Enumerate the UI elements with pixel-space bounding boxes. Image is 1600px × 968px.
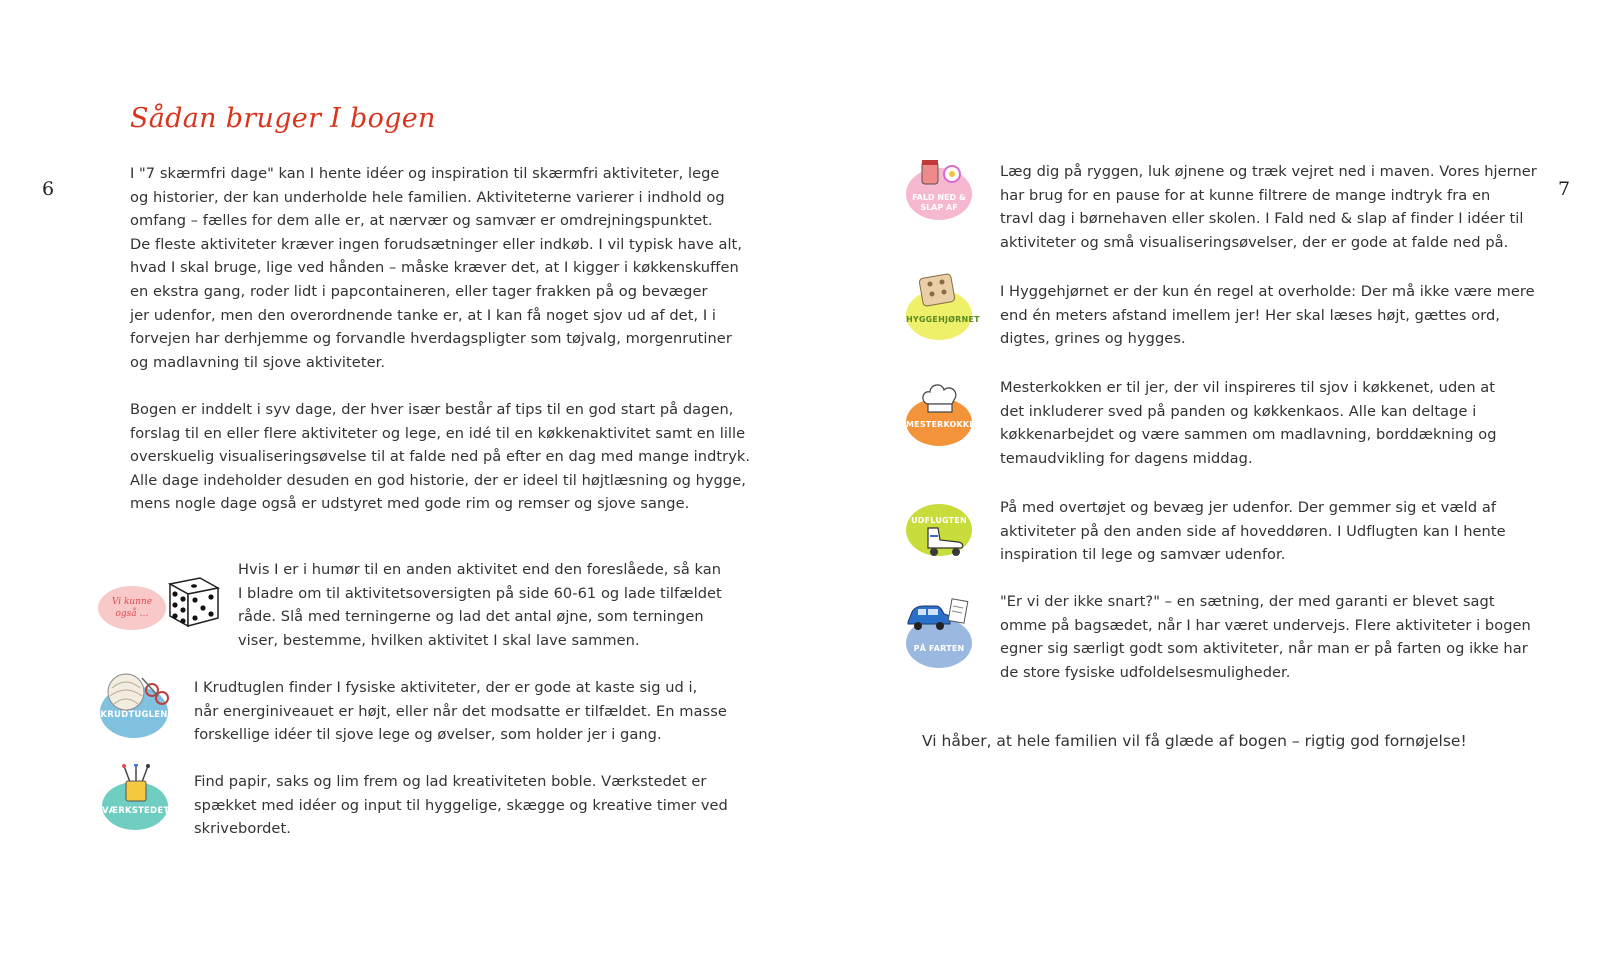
text-line: viser, bestemme, hvilken aktivitet I skal lave sammen. [238, 631, 640, 649]
chef-hat-icon [920, 382, 960, 416]
text-line: "Er vi der ikke snart?" – en sætning, der med garanti er blevet sagt [1000, 593, 1495, 610]
text-line: mens nogle dage også er udstyret med gode rim og remser og sjove sange. [130, 495, 690, 513]
text-line: Find papir, saks og lim frem og lad kreativiteten boble. Værkstedet er [194, 773, 707, 790]
text-line: end én meters afstand imellem jer! Her skal læses højt, gættes ord, [1000, 306, 1500, 324]
intro-paragraph-2 [130, 398, 750, 516]
vaerkstedet-text [194, 770, 728, 841]
badge-label: MESTERKOKKEN [906, 420, 982, 429]
text-line: det inkluderer sved på panden og køkkenkaos. Alle kan deltage i [1000, 402, 1477, 420]
car-icon [904, 598, 970, 636]
text-line: egner sig særligt godt som aktiviteter, når man er på farten og ikke har [1000, 640, 1528, 658]
text-line: Hvis I er i humør til en anden aktivitet end den foreslåede, så kan [238, 561, 722, 578]
badge-label: PÅ FARTEN [913, 644, 965, 653]
text-line: omfang – fælles for dem alle er, at nærvær og samvær er omdrejningspunktet. [130, 212, 713, 230]
text-line: I "7 skærmfri dage" kan I hente idéer og inspiration til skærmfri aktiviteter, lege [130, 165, 720, 182]
vi-kunne-text [238, 558, 722, 652]
jar-flower-icon [918, 158, 964, 190]
text-line: Mesterkokken er til jer, der vil inspireres til sjov i køkkenet, uden at [1000, 379, 1496, 396]
dice-icon [164, 572, 224, 630]
badge-label: UDFLUGTEN [911, 516, 967, 525]
hyggehjornet-text [1000, 280, 1535, 351]
closing-text: Vi håber, at hele familien vil få glæde af bogen – rigtig god fornøjelse! [922, 732, 1467, 750]
text-line: skrivebordet. [194, 820, 291, 838]
text-line: spækket med idéer og input til hyggelige, skægge og kreative timer ved [194, 796, 728, 814]
text-line: forslag til en eller flere aktiviteter og lege, en idé til en køkkenaktivitet samt en lille [130, 424, 746, 442]
text-line: og historier, der kan underholde hele familien. Aktiviteterne varierer i indhold og [130, 188, 725, 206]
text-line: forskellige idéer til sjove lege og øvelser, som holder jer i gang. [194, 726, 662, 744]
text-line: aktiviteter og små visualiseringsøvelser, der er gode at falde ned på. [1000, 233, 1509, 251]
text-line: I bladre om til aktivitetsoversigten på side 60-61 og lade tilfældet [238, 584, 722, 602]
fald-ned-text [1000, 160, 1537, 254]
text-line: råde. Slå med terningerne og lad det antal øjne, som terningen [238, 608, 704, 626]
intro-paragraph-1 [130, 162, 742, 374]
text-line: inspiration til lege og samvær udenfor. [1000, 546, 1286, 564]
text-line: travl dag i børnehaven eller skolen. I Fald ned & slap af finder I idéer til [1000, 210, 1524, 228]
text-line: temaudvikling for dagens middag. [1000, 449, 1253, 467]
badge-label: KRUDTUGLEN [100, 710, 168, 720]
udflugten-text [1000, 496, 1506, 567]
text-line: og madlavning til sjove aktiviteter. [130, 353, 386, 371]
text-line: omme på bagsædet, når I har været undervejs. Flere aktiviteter i bogen [1000, 616, 1531, 634]
text-line: når energiniveauet er højt, eller når det modsatte er tilfældet. En masse [194, 702, 727, 720]
text-line: overskuelig visualiseringsøvelse til at falde ned på efter en dag med mange indtryk. [130, 448, 751, 466]
text-line: Læg dig på ryggen, luk øjnene og træk vejret ned i maven. Vores hjerner [1000, 163, 1537, 180]
bubble-text: Vi kunne også … [111, 597, 153, 619]
pa-farten-text [1000, 590, 1531, 684]
text-line: I Hyggehjørnet er der kun én regel at overholde: Der må ikke være mere [1000, 283, 1535, 300]
text-line: forvejen har derhjemme og forvandle hverdagspligter som tøjvalg, morgenrutiner [130, 330, 732, 348]
text-line: jer udenfor, men den overordnende tanke er, at I kan få noget sjov ud af det, I i [130, 306, 717, 324]
cushion-icon [916, 272, 958, 308]
text-line: en ekstra gang, roder lidt i papcontaineren, eller tager frakken på og bevæger [130, 282, 708, 300]
mesterkokken-text [1000, 376, 1497, 470]
text-line: aktiviteter på den anden side af hoveddøren. I Udflugten kan I hente [1000, 522, 1506, 540]
badge-label: FALD NED & SLAP AF [912, 193, 966, 212]
badge-label: HYGGEHJØRNET [906, 315, 980, 324]
vi-kunne-bubble-icon [98, 586, 166, 630]
text-line: I Krudtuglen finder I fysiske aktiviteter, der er gode at kaste sig ud i, [194, 679, 698, 696]
page-number-right: 7 [1558, 178, 1571, 200]
text-line: de store fysiske udfoldelsesmuligheder. [1000, 663, 1291, 681]
page-title: Sådan bruger I bogen [130, 103, 436, 134]
text-line: digtes, grines og hygges. [1000, 330, 1186, 348]
page-number-left: 6 [42, 178, 55, 200]
text-line: hvad I skal bruge, lige ved hånden – måske kræver det, at I kigger i køkkenskuffen [130, 259, 739, 277]
yarn-ball-icon [104, 670, 170, 714]
badge-label: VÆRKSTEDET [102, 806, 170, 816]
text-line: Alle dage indeholder desuden en god historie, der er ideel til højtlæsning og hygge, [130, 471, 746, 489]
krudtuglen-text [194, 676, 727, 747]
text-line: De fleste aktiviteter kræver ingen forudsætninger eller indkøb. I vil typisk have alt, [130, 235, 743, 253]
roller-skate-icon [922, 524, 968, 558]
text-line: har brug for en pause for at kunne filtrere de mange indtryk fra en [1000, 186, 1491, 204]
text-line: køkkenarbejdet og være sammen om madlavning, borddækning og [1000, 426, 1497, 444]
text-line: På med overtøjet og bevæg jer udenfor. Der gemmer sig et væld af [1000, 499, 1497, 516]
brush-cup-icon [116, 764, 156, 804]
text-line: Bogen er inddelt i syv dage, der hver især består af tips til en god start på dagen, [130, 401, 734, 418]
